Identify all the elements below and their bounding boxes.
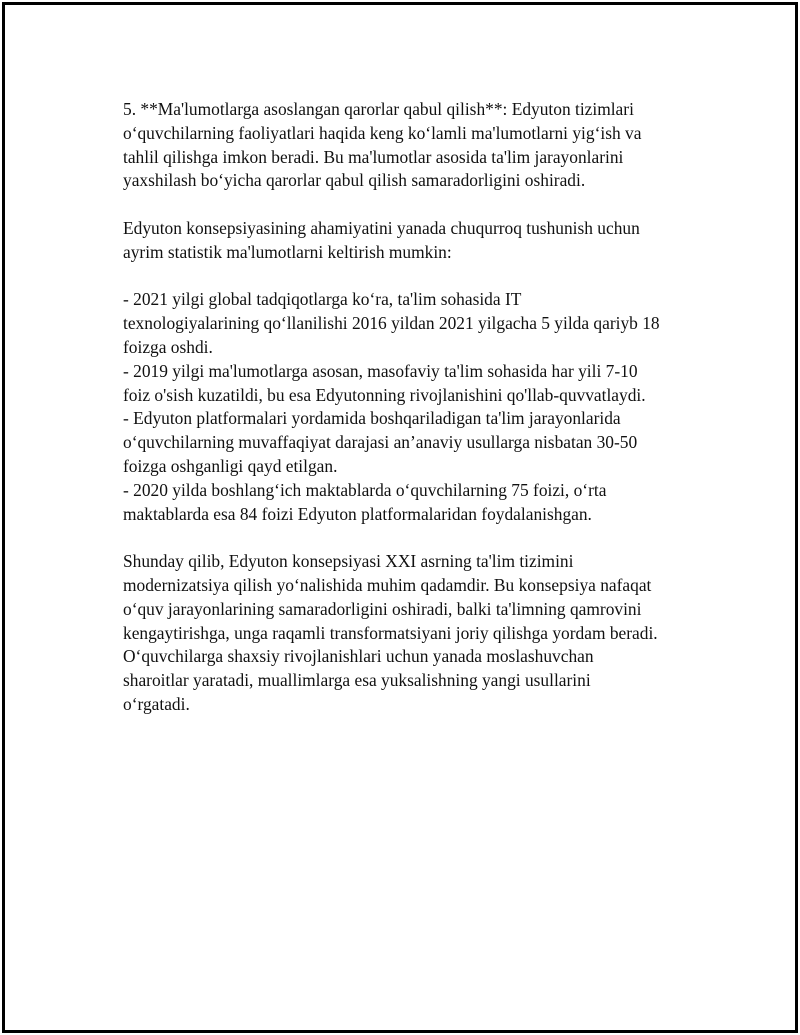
document-body bbox=[123, 98, 703, 717]
text-line: kengaytirishga, unga raqamli transformatsiyani joriy qilishga yordam beradi. bbox=[123, 622, 658, 643]
text-line: - 2020 yilda boshlang‘ich maktablarda o‘quvchilarning 75 foizi, o‘rta bbox=[123, 479, 607, 500]
paragraph-gap bbox=[123, 193, 703, 217]
paragraph-conclusion bbox=[123, 550, 703, 717]
text-line: O‘quvchilarga shaxsiy rivojlanishlari uchun yanada moslashuvchan bbox=[123, 646, 594, 667]
text-line: texnologiyalarining qo‘llanilishi 2016 yildan 2021 yilgacha 5 yilda qariyb 18 bbox=[123, 313, 660, 334]
text-line: o‘quvchilarning faoliyatlari haqida keng ko‘lamli ma'lumotlarni yig‘ish va bbox=[123, 122, 642, 143]
text-line: ayrim statistik ma'lumotlarni keltirish mumkin: bbox=[123, 241, 452, 262]
text-line: Shunday qilib, Edyuton konsepsiyasi XXI asrning ta'lim tizimini bbox=[123, 551, 574, 572]
text-line: - 2019 yilgi ma'lumotlarga asosan, masofaviy ta'lim sohasida har yili 7-10 bbox=[123, 360, 638, 381]
text-line: o‘quvchilarning muvaffaqiyat darajasi an’anaviy usullarga nisbatan 30-50 bbox=[123, 432, 638, 453]
text-line: foiz o'sish kuzatildi, bu esa Edyutonning rivojlanishini qo'llab-quvvatlaydi. bbox=[123, 384, 646, 405]
text-line: foizga oshdi. bbox=[123, 336, 213, 357]
paragraph-statistics-intro bbox=[123, 217, 703, 265]
text-line: maktablarda esa 84 foizi Edyuton platformalaridan foydalanishgan. bbox=[123, 503, 592, 524]
text-line: 5. **Ma'lumotlarga asoslangan qarorlar qabul qilish**: Edyuton tizimlari bbox=[123, 99, 634, 119]
paragraph-item-5 bbox=[123, 98, 703, 193]
paragraph-gap bbox=[123, 265, 703, 289]
text-line: tahlil qilishga imkon beradi. Bu ma'lumotlar asosida ta'lim jarayonlarini bbox=[123, 146, 624, 167]
page-frame bbox=[2, 2, 798, 1033]
paragraph-statistics-list bbox=[123, 288, 703, 526]
text-line: o‘quv jarayonlarining samaradorligini oshiradi, balki ta'limning qamrovini bbox=[123, 598, 642, 619]
text-line: Edyuton konsepsiyasining ahamiyatini yanada chuqurroq tushunish uchun bbox=[123, 217, 640, 238]
text-line: foizga oshganligi qayd etilgan. bbox=[123, 455, 338, 476]
paragraph-gap bbox=[123, 526, 703, 550]
text-line: modernizatsiya qilish yo‘nalishida muhim qadamdir. Bu konsepsiya nafaqat bbox=[123, 574, 652, 595]
text-line: o‘rgatadi. bbox=[123, 693, 190, 714]
text-line: - 2021 yilgi global tadqiqotlarga ko‘ra, ta'lim sohasida IT bbox=[123, 289, 522, 310]
text-line: sharoitlar yaratadi, muallimlarga esa yuksalishning yangi usullarini bbox=[123, 670, 591, 691]
text-line: yaxshilash bo‘yicha qarorlar qabul qilish samaradorligini oshiradi. bbox=[123, 170, 586, 191]
text-line: - Edyuton platformalari yordamida boshqariladigan ta'lim jarayonlarida bbox=[123, 408, 621, 429]
